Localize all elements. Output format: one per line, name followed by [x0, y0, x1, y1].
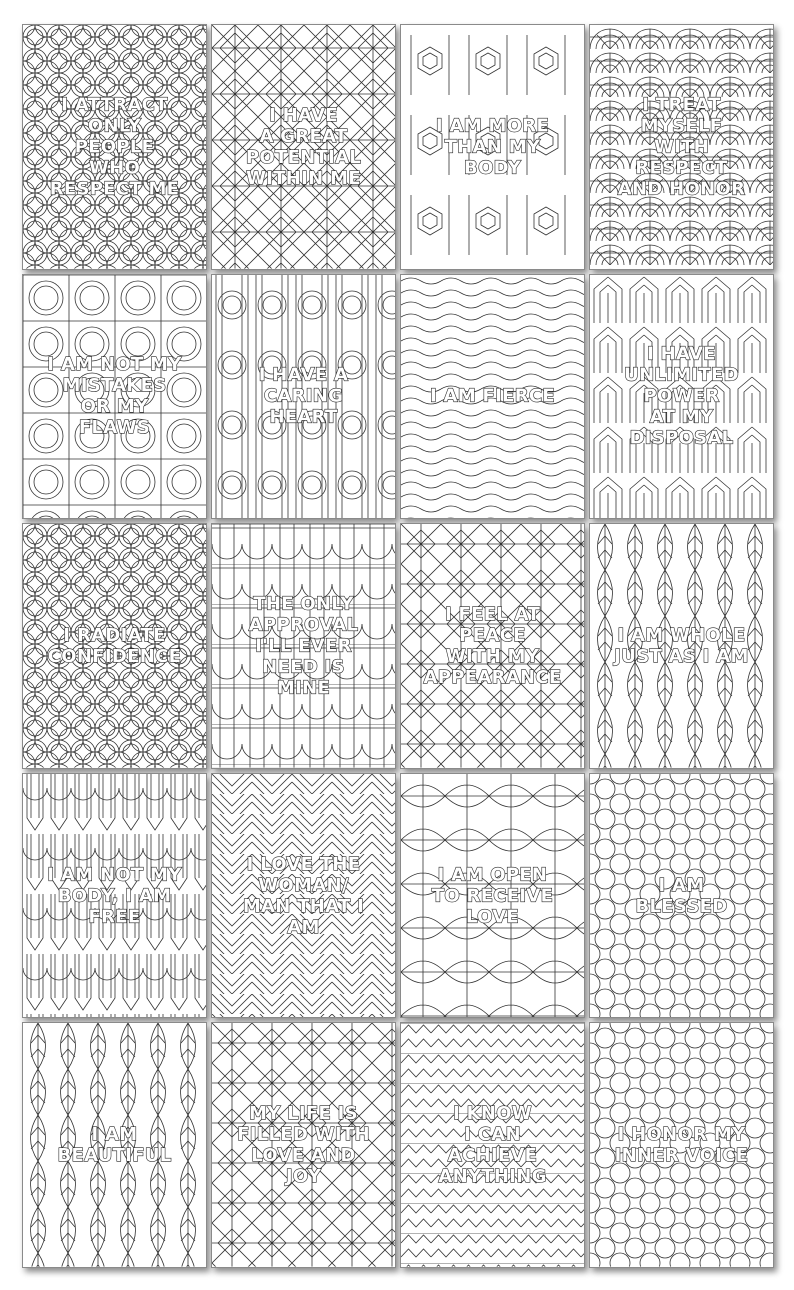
affirmation-text: THE ONLY APPROVAL I'LL EVER NEED IS MINE: [248, 593, 359, 699]
affirmation-text: I LOVE THE WOMAN/ MAN THAT I AM: [242, 853, 365, 938]
affirmation-text: I AM BLESSED: [635, 874, 728, 917]
affirmation-card: [400, 1022, 585, 1268]
affirmation-card: [589, 1022, 774, 1268]
affirmation-text: I AM FIERCE: [429, 385, 556, 407]
affirmation-card: [22, 24, 207, 270]
affirmation-card: [400, 773, 585, 1019]
affirmation-card: [22, 1022, 207, 1268]
affirmation-text: I HAVE UNLIMITED POWER AT MY DISPOSAL: [624, 343, 739, 449]
affirmation-text: I HAVE A GREAT POTENTIAL WITHIN ME: [245, 104, 362, 189]
affirmation-card: [211, 274, 396, 520]
affirmation-text: I KNOW I CAN ACHIEVE ANYTHING: [438, 1103, 547, 1188]
affirmation-text: I FEEL AT PEACE WITH MY APPEARANCE: [423, 603, 562, 688]
affirmation-card: [211, 1022, 396, 1268]
affirmation-card: [22, 274, 207, 520]
affirmation-card: [22, 523, 207, 769]
coloring-page-grid: [22, 24, 774, 1268]
affirmation-text: I HAVE A CARING HEART: [258, 364, 349, 428]
affirmation-text: I TREAT MYSELF WITH RESPECT AND HONOR: [617, 94, 746, 200]
affirmation-card: [589, 523, 774, 769]
affirmation-text: MY LIFE IS FILLED WITH LOVE AND JOY: [237, 1103, 370, 1188]
affirmation-card: [211, 24, 396, 270]
affirmation-card: [211, 523, 396, 769]
affirmation-card: [589, 24, 774, 270]
affirmation-card: [589, 773, 774, 1019]
affirmation-text: I AM MORE THAN MY BODY: [435, 115, 550, 179]
affirmation-card: [22, 773, 207, 1019]
affirmation-text: I RADIATE CONFIDENCE: [47, 624, 182, 667]
affirmation-text: I AM NOT MY BODY, I AM FREE: [47, 864, 182, 928]
affirmation-text: I ATTRACT ONLY PEOPLE WHO RESPECT ME: [49, 94, 180, 200]
affirmation-card: [400, 24, 585, 270]
affirmation-card: [400, 274, 585, 520]
affirmation-card: [589, 274, 774, 520]
affirmation-text: I AM NOT MY MISTAKES OR MY FLAWS: [47, 354, 182, 439]
affirmation-card: [211, 773, 396, 1019]
affirmation-card: [400, 523, 585, 769]
affirmation-text: I AM WHOLE JUST AS I AM: [614, 624, 749, 667]
affirmation-text: I AM BEAUTIFUL: [57, 1124, 172, 1167]
affirmation-text: I HONOR MY INNER VOICE: [614, 1124, 749, 1167]
affirmation-text: I AM OPEN TO RECEIVE LOVE: [431, 864, 554, 928]
